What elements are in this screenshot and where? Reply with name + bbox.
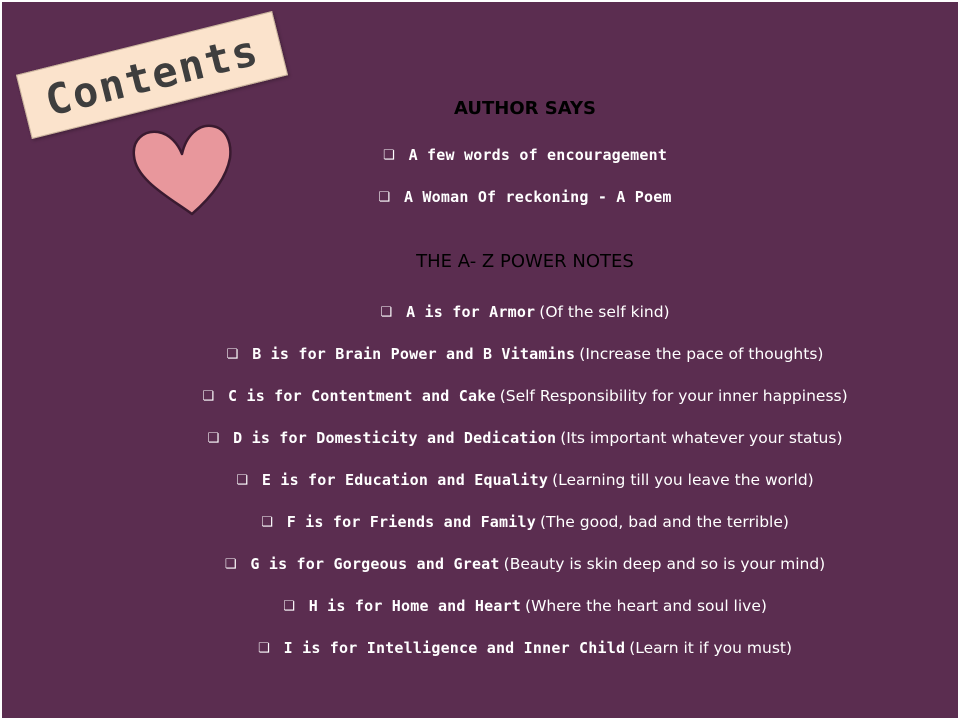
item-main-text: A is for Armor xyxy=(406,303,536,321)
item-note-text: (Learning till you leave the world) xyxy=(552,471,814,489)
contents-list xyxy=(2,2,958,718)
item-main-text: A few words of encouragement xyxy=(408,146,668,164)
item-main-text: B is for Brain Power and B Vitamins xyxy=(252,345,576,363)
list-item xyxy=(2,470,958,491)
checkbox-bullet-icon: ❏ xyxy=(257,641,270,656)
item-main-text: A Woman Of reckoning - A Poem xyxy=(403,188,672,206)
checkbox-bullet-icon: ❏ xyxy=(283,599,295,614)
checkbox-bullet-icon: ❏ xyxy=(236,473,248,488)
checkbox-bullet-icon: ❏ xyxy=(378,190,390,205)
section-heading-author-says: AUTHOR SAYS xyxy=(454,98,596,119)
contents-title-text: Contents xyxy=(40,24,264,126)
item-note-text: (Of the self kind) xyxy=(539,303,670,321)
item-main-text: I is for Intelligence and Inner Child xyxy=(283,639,626,657)
checkbox-bullet-icon: ❏ xyxy=(261,515,273,530)
list-item xyxy=(2,512,958,533)
item-main-text: C is for Contentment and Cake xyxy=(228,387,496,405)
list-item xyxy=(2,386,958,407)
list-item xyxy=(2,638,958,659)
list-item xyxy=(2,187,958,208)
item-main-text: D is for Domesticity and Dedication xyxy=(233,429,557,447)
item-note-text: (Its important whatever your status) xyxy=(560,429,843,447)
item-main-text: G is for Gorgeous and Great xyxy=(250,555,500,573)
item-main-text: H is for Home and Heart xyxy=(308,597,522,615)
item-main-text: F is for Friends and Family xyxy=(286,513,536,531)
checkbox-bullet-icon: ❏ xyxy=(202,389,214,404)
list-item xyxy=(2,596,958,617)
item-note-text: (The good, bad and the terrible) xyxy=(539,513,789,531)
slide xyxy=(2,2,958,718)
list-item xyxy=(2,554,958,575)
list-item xyxy=(2,344,958,365)
checkbox-bullet-icon: ❏ xyxy=(207,431,220,446)
list-item xyxy=(2,302,958,323)
checkbox-bullet-icon: ❏ xyxy=(380,305,393,320)
list-item xyxy=(2,145,958,166)
item-note-text: (Learn it if you must) xyxy=(629,639,793,657)
list-item xyxy=(2,428,958,449)
checkbox-bullet-icon: ❏ xyxy=(226,347,239,362)
checkbox-bullet-icon: ❏ xyxy=(382,148,395,163)
item-note-text: (Where the heart and soul live) xyxy=(525,597,767,615)
checkbox-bullet-icon: ❏ xyxy=(224,557,237,572)
section-heading-power-notes: THE A- Z POWER NOTES xyxy=(416,251,634,272)
item-main-text: E is for Education and Equality xyxy=(261,471,549,489)
item-note-text: (Beauty is skin deep and so is your mind) xyxy=(503,555,826,573)
item-note-text: (Increase the pace of thoughts) xyxy=(579,345,824,363)
item-note-text: (Self Responsibility for your inner happiness) xyxy=(499,387,848,405)
